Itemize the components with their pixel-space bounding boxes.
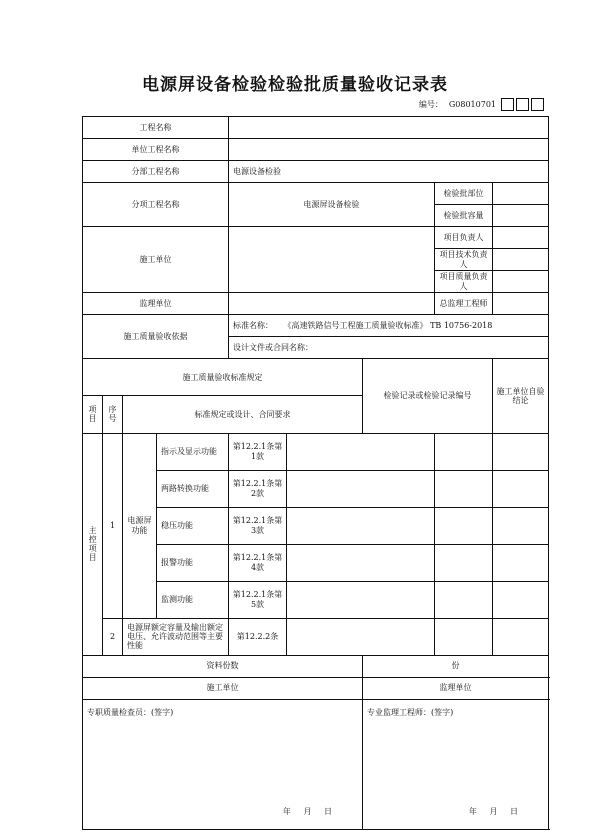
col-no-header: 序号 <box>103 396 123 433</box>
batch-part-label: 检验批部位 <box>435 183 493 205</box>
super-date: 年 月 日 <box>468 807 518 817</box>
spec-header: 施工质量验收标准规定 <box>83 359 363 396</box>
tech-leader-value[interactable] <box>493 249 549 271</box>
record-cell[interactable] <box>287 507 435 544</box>
super-sign-label: 专业监理工程师：(签字) <box>367 707 454 717</box>
project-leader-label: 项目负责人 <box>435 227 493 249</box>
super-result-cell[interactable] <box>493 544 549 581</box>
const-signature[interactable] <box>83 699 363 829</box>
row2-name: 电源屏额定容量及输出额定电压、允许波动范围等主要性能 <box>123 618 229 655</box>
record-header: 检验记录或检验记录编号 <box>363 359 493 434</box>
batch-part-value[interactable] <box>493 183 549 205</box>
standard-label: 标准名称： <box>233 320 273 330</box>
data-count-label: 资料份数 <box>83 655 363 677</box>
project-name-value[interactable] <box>229 117 549 139</box>
construction-unit-label: 施工单位 <box>83 227 229 293</box>
item-project-value[interactable]: 电源屏设备检验 <box>229 183 435 227</box>
const-result-cell[interactable] <box>435 618 493 655</box>
batch-capacity-label: 检验批容量 <box>435 205 493 227</box>
super-result-cell[interactable] <box>493 470 549 507</box>
super-result-cell[interactable] <box>493 507 549 544</box>
const-result-cell[interactable] <box>435 507 493 544</box>
main-items-label: 主控项目 <box>83 433 103 655</box>
unit-project-value[interactable] <box>229 139 549 161</box>
code-label: 编号： <box>418 99 443 109</box>
standard-name <box>229 315 549 337</box>
code-box-2[interactable] <box>516 98 529 111</box>
const-result-cell[interactable] <box>435 470 493 507</box>
col-req-header: 标准规定或设计、合同要求 <box>123 396 363 433</box>
row2-no: 2 <box>103 618 123 655</box>
tech-leader-label: 项目技术负责人 <box>435 249 493 271</box>
sub-project-value[interactable]: 电源设备检验 <box>229 161 549 183</box>
req-name: 监测功能 <box>157 581 229 618</box>
batch-capacity-value[interactable] <box>493 205 549 227</box>
const-sign-label: 专职质量检查员：(签字) <box>87 707 174 717</box>
chief-supervisor-label: 总监理工程师 <box>435 293 493 315</box>
standard-value: 《高速铁路信号工程施工质量验收标准》 TB 10756-2018 <box>283 320 493 330</box>
super-signature[interactable] <box>363 699 549 829</box>
super-result-cell[interactable] <box>493 581 549 618</box>
project-leader-value[interactable] <box>493 227 549 249</box>
record-cell[interactable] <box>287 433 435 470</box>
code-value: G08010701 <box>448 99 496 109</box>
basis-label: 施工质量验收依据 <box>83 315 229 359</box>
col-item-header: 项目 <box>83 396 103 433</box>
record-cell[interactable] <box>287 581 435 618</box>
chief-supervisor-value[interactable] <box>493 293 549 315</box>
sub-project-label: 分部工程名称 <box>83 161 229 183</box>
data-count-unit[interactable]: 份 <box>363 655 549 677</box>
inspection-table <box>82 116 549 830</box>
const-result-cell[interactable] <box>435 433 493 470</box>
super-result-cell[interactable] <box>493 618 549 655</box>
group-no: 1 <box>103 433 123 618</box>
page-title: 电源屏设备检验检验批质量验收记录表 <box>142 75 448 95</box>
req-clause: 第12.2.1条第4款 <box>229 544 287 581</box>
row2-clause: 第12.2.2条 <box>229 618 287 655</box>
req-name: 稳压功能 <box>157 507 229 544</box>
super-result-cell[interactable] <box>493 433 549 470</box>
quality-leader-label: 项目质量负责人 <box>435 271 493 293</box>
design-docs-label[interactable]: 设计文件或合同名称： <box>229 337 549 359</box>
req-clause: 第12.2.1条第2款 <box>229 470 287 507</box>
const-unit-label: 施工单位 <box>83 677 363 699</box>
form-code <box>419 96 544 112</box>
record-cell[interactable] <box>287 470 435 507</box>
quality-leader-value[interactable] <box>493 271 549 293</box>
unit-project-label: 单位工程名称 <box>83 139 229 161</box>
req-clause: 第12.2.1条第5款 <box>229 581 287 618</box>
req-name: 指示及显示功能 <box>157 433 229 470</box>
const-result-header: 施工单位自验结论 <box>493 359 549 434</box>
record-cell[interactable] <box>287 618 435 655</box>
req-name: 两路转换功能 <box>157 470 229 507</box>
construction-unit-value[interactable] <box>229 227 435 293</box>
const-date: 年 月 日 <box>282 807 332 817</box>
const-result-cell[interactable] <box>435 544 493 581</box>
supervision-unit-value[interactable] <box>229 293 435 315</box>
record-cell[interactable] <box>287 544 435 581</box>
project-name-label: 工程名称 <box>83 117 229 139</box>
group-name: 电源屏功能 <box>123 433 157 618</box>
super-unit-label: 监理单位 <box>363 677 549 699</box>
code-box-3[interactable] <box>531 98 544 111</box>
req-name: 报警功能 <box>157 544 229 581</box>
req-clause: 第12.2.1条第3款 <box>229 507 287 544</box>
const-result-cell[interactable] <box>435 581 493 618</box>
code-box-1[interactable] <box>501 98 514 111</box>
supervision-unit-label: 监理单位 <box>83 293 229 315</box>
item-project-label: 分项工程名称 <box>83 183 229 227</box>
req-clause: 第12.2.1条第1款 <box>229 433 287 470</box>
